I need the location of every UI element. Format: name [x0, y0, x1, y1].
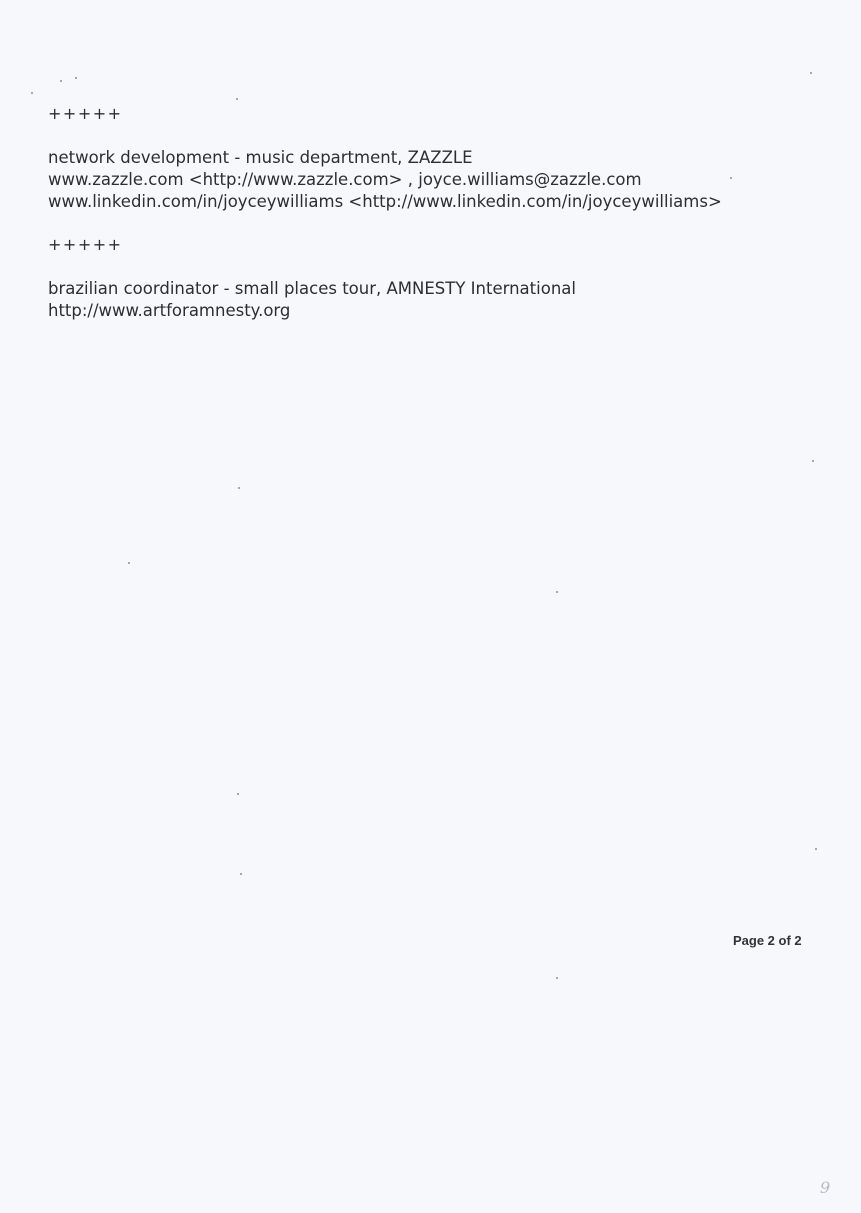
- scan-speck: [815, 848, 817, 850]
- scan-speck: [128, 562, 130, 564]
- scan-speck: [730, 177, 732, 179]
- scan-speck: [60, 80, 62, 82]
- website-email-line: www.zazzle.com <http://www.zazzle.com> , joyce.williams@zazzle.com: [48, 170, 642, 189]
- linkedin-line: www.linkedin.com/in/joyceywilliams <http://www.linkedin.com/in/joyceywilliams>: [48, 192, 722, 211]
- job-title-line: network development - music department, ZAZZLE: [48, 148, 473, 167]
- website-line: http://www.artforamnesty.org: [48, 301, 291, 320]
- handwritten-page-number: 9: [820, 1178, 831, 1197]
- scan-speck: [556, 591, 558, 593]
- scan-speck: [31, 92, 33, 94]
- scan-speck: [556, 977, 558, 979]
- scan-speck: [75, 77, 77, 79]
- page-number: Page 2 of 2: [733, 933, 802, 948]
- scan-speck: [238, 487, 240, 489]
- section-separator: +++++: [48, 104, 123, 123]
- scan-speck: [236, 98, 238, 100]
- scan-speck: [812, 460, 814, 462]
- scan-speck: [810, 72, 812, 74]
- job-title-line: brazilian coordinator - small places tour, AMNESTY International: [48, 279, 576, 298]
- scan-speck: [237, 793, 239, 795]
- section-separator: +++++: [48, 235, 123, 254]
- scan-speck: [240, 873, 242, 875]
